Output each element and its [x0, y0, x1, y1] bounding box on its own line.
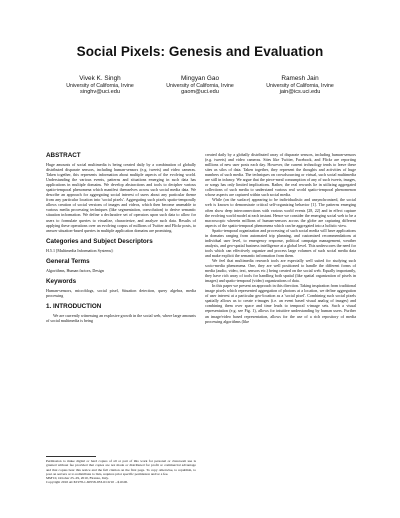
keywords-text: Human-sensors, microblogs, social pixel, Situation detection, query algebra, media processing — [46, 287, 196, 298]
left-column — [46, 152, 196, 323]
permission-text: Permission to make digital or hard copies of all or part of this work for personal or classroom use is granted without fee provided that copies are not made or distributed for profit or commercial advantage and that copies bear this notice and the full citation on the first page. To copy otherwise, to republish, to post on servers or to redistribute to lists, requires prior specific permission and/or a fee. — [46, 459, 196, 476]
footnote-rule — [46, 456, 96, 457]
general-terms-text: Algorithms, Human factors, Design — [46, 267, 104, 273]
categories-text: H.5.1 [Multimedia Information Systems]: — [46, 247, 114, 253]
body-paragraph: While (on the surface) appearing to be individualistic and unsynchronized, the social web is known to demonstrate critical self-organizing behavior [1]. The patterns emerging often show deep interconnections with various world events [28, 22] and in effect capture the evolving world model at each instant. Hence we consider the emerging social web to be a macroscopic wherein millions of human-sensors across the globe are capturing different aspects of the spatio-temporal phenomena which can be aggregated into a holistic view. — [205, 197, 356, 228]
paper-title: Social Pixels: Genesis and Evaluation — [76, 44, 324, 59]
author-2 — [150, 75, 250, 96]
author-email: singhv@uci.edu — [80, 89, 120, 96]
author-name: Ramesh Jain — [281, 75, 319, 82]
author-block — [50, 75, 350, 96]
author-affiliation: University of California, Irvine — [166, 83, 234, 89]
categories-heading: Categories and Subject Descriptors — [46, 237, 153, 245]
author-name: Mingyan Gao — [180, 75, 219, 82]
author-1 — [50, 75, 150, 96]
abstract-text: Huge amounts of social multimedia is being created daily by a combination of globally distributed disparate sensors, including human-sensors (e.g. tweets) and video cameras. Taken together, this represents information about multiple aspects of the evolving world. Understanding the various events, patterns and situations emerging in such data has applications in multiple domains. We develop abstractions and tools to decipher various spatio-temporal phenomena which manifest themselves across such social media data. We describe an approach for aggregating social interest of users about any particular theme from any particular location into 'social pixels'. Aggregating such pixels spatio-temporally allows creation of social versions of images and videos, which then become amenable to various media processing techniques (like segmentation, convolution) to derive semantic situation information. We define a declarative set of operators upon such data to allow for users to formulate queries to visualize, characterize, and analyze such data. Results of applying these operations over an evolving corpus of millions of Twitter and Flickr posts, to answer situation-based queries in multiple application domains are promising. — [46, 162, 196, 233]
body-paragraph: created daily by a globally distributed array of disparate sensors, including human-sensors (e.g. tweets) and video cameras. Sites like Twitter, Facebook, and Flickr are reporting millions of new user posts each day. However, the current technology tends to leave these sites as silos of data. Taken together, they represent the thoughts and activities of huge numbers of such media. The techniques on crowdsourcing or virtual, such social multimedia are still in infancy. We argue that the piece-meal consumption of any of such tweets, images, or songs has only limited implications. Rather, the real rewards lie in utilizing aggregated collections of such media to understand various real world spatio-temporal phenomenon whose aspects are captured within such social media. — [205, 152, 356, 198]
body-paragraph: In this paper we present an approach in this direction. Taking inspiration from traditional image pixels which represented aggregation of photons at a location, we define aggregation of user interest at a particular geo-location as a 'social pixel'. Combining such social pixels spatially allows us to create s-images (i.e. an event based visual analog of images) and combining them over space and time leads to temporal s-image sets. Such a visual representation (e.g. see Fig. 1), allows for intuitive understanding by human users. Further an image/video based representation, allows for the use of a rich repository of media processing algorithms (like — [205, 283, 356, 324]
introduction-heading: 1. INTRODUCTION — [46, 302, 102, 310]
conference-line: MM'10, October 25–29, 2010, Firenze, Italy. — [46, 476, 109, 481]
keywords-heading: Keywords — [46, 277, 77, 285]
introduction-text: We are currently witnessing an explosive growth in the social web, where large amounts of social multimedia is being — [46, 312, 196, 323]
right-column — [205, 152, 356, 324]
author-3 — [250, 75, 350, 96]
author-email: jain@ics.uci.edu — [279, 89, 321, 96]
author-affiliation: University of California, Irvine — [266, 83, 334, 89]
author-affiliation: University of California, Irvine — [66, 83, 134, 89]
copyright-line: Copyright 2010 ACM 978-1-60558-933-6/10/10 ...$10.00. — [46, 480, 128, 485]
abstract-heading: ABSTRACT — [46, 152, 81, 159]
general-terms-heading: General Terms — [46, 257, 90, 265]
author-email: gaom@uci.edu — [181, 89, 219, 96]
body-paragraph: We feel that multimedia research tools are especially well suited for studying such socio-media phenomena. One, they are well positioned to handle the different forms of media (audio, video, text, sensors etc.) being created on the social web. Equally importantly, they have rich array of tools for handling both spatial (like spatial organization of pixels in images) and spatio-temporal (video) organizations of data. — [205, 257, 356, 284]
body-paragraph: Spatio-temporal organization and processing of such social media will have applications in domains ranging from automated trip planning, and customized recommendations at individual user level, to emergency response, political campaign management, weather analysis, and geo-spatial business intelligence at a global level. This underscores the need for tools which can effectively organize and process large volumes of such social media data and make explicit the semantic information from them. — [205, 227, 356, 258]
author-name: Vivek K. Singh — [79, 75, 121, 82]
copyright-notice — [46, 456, 196, 485]
